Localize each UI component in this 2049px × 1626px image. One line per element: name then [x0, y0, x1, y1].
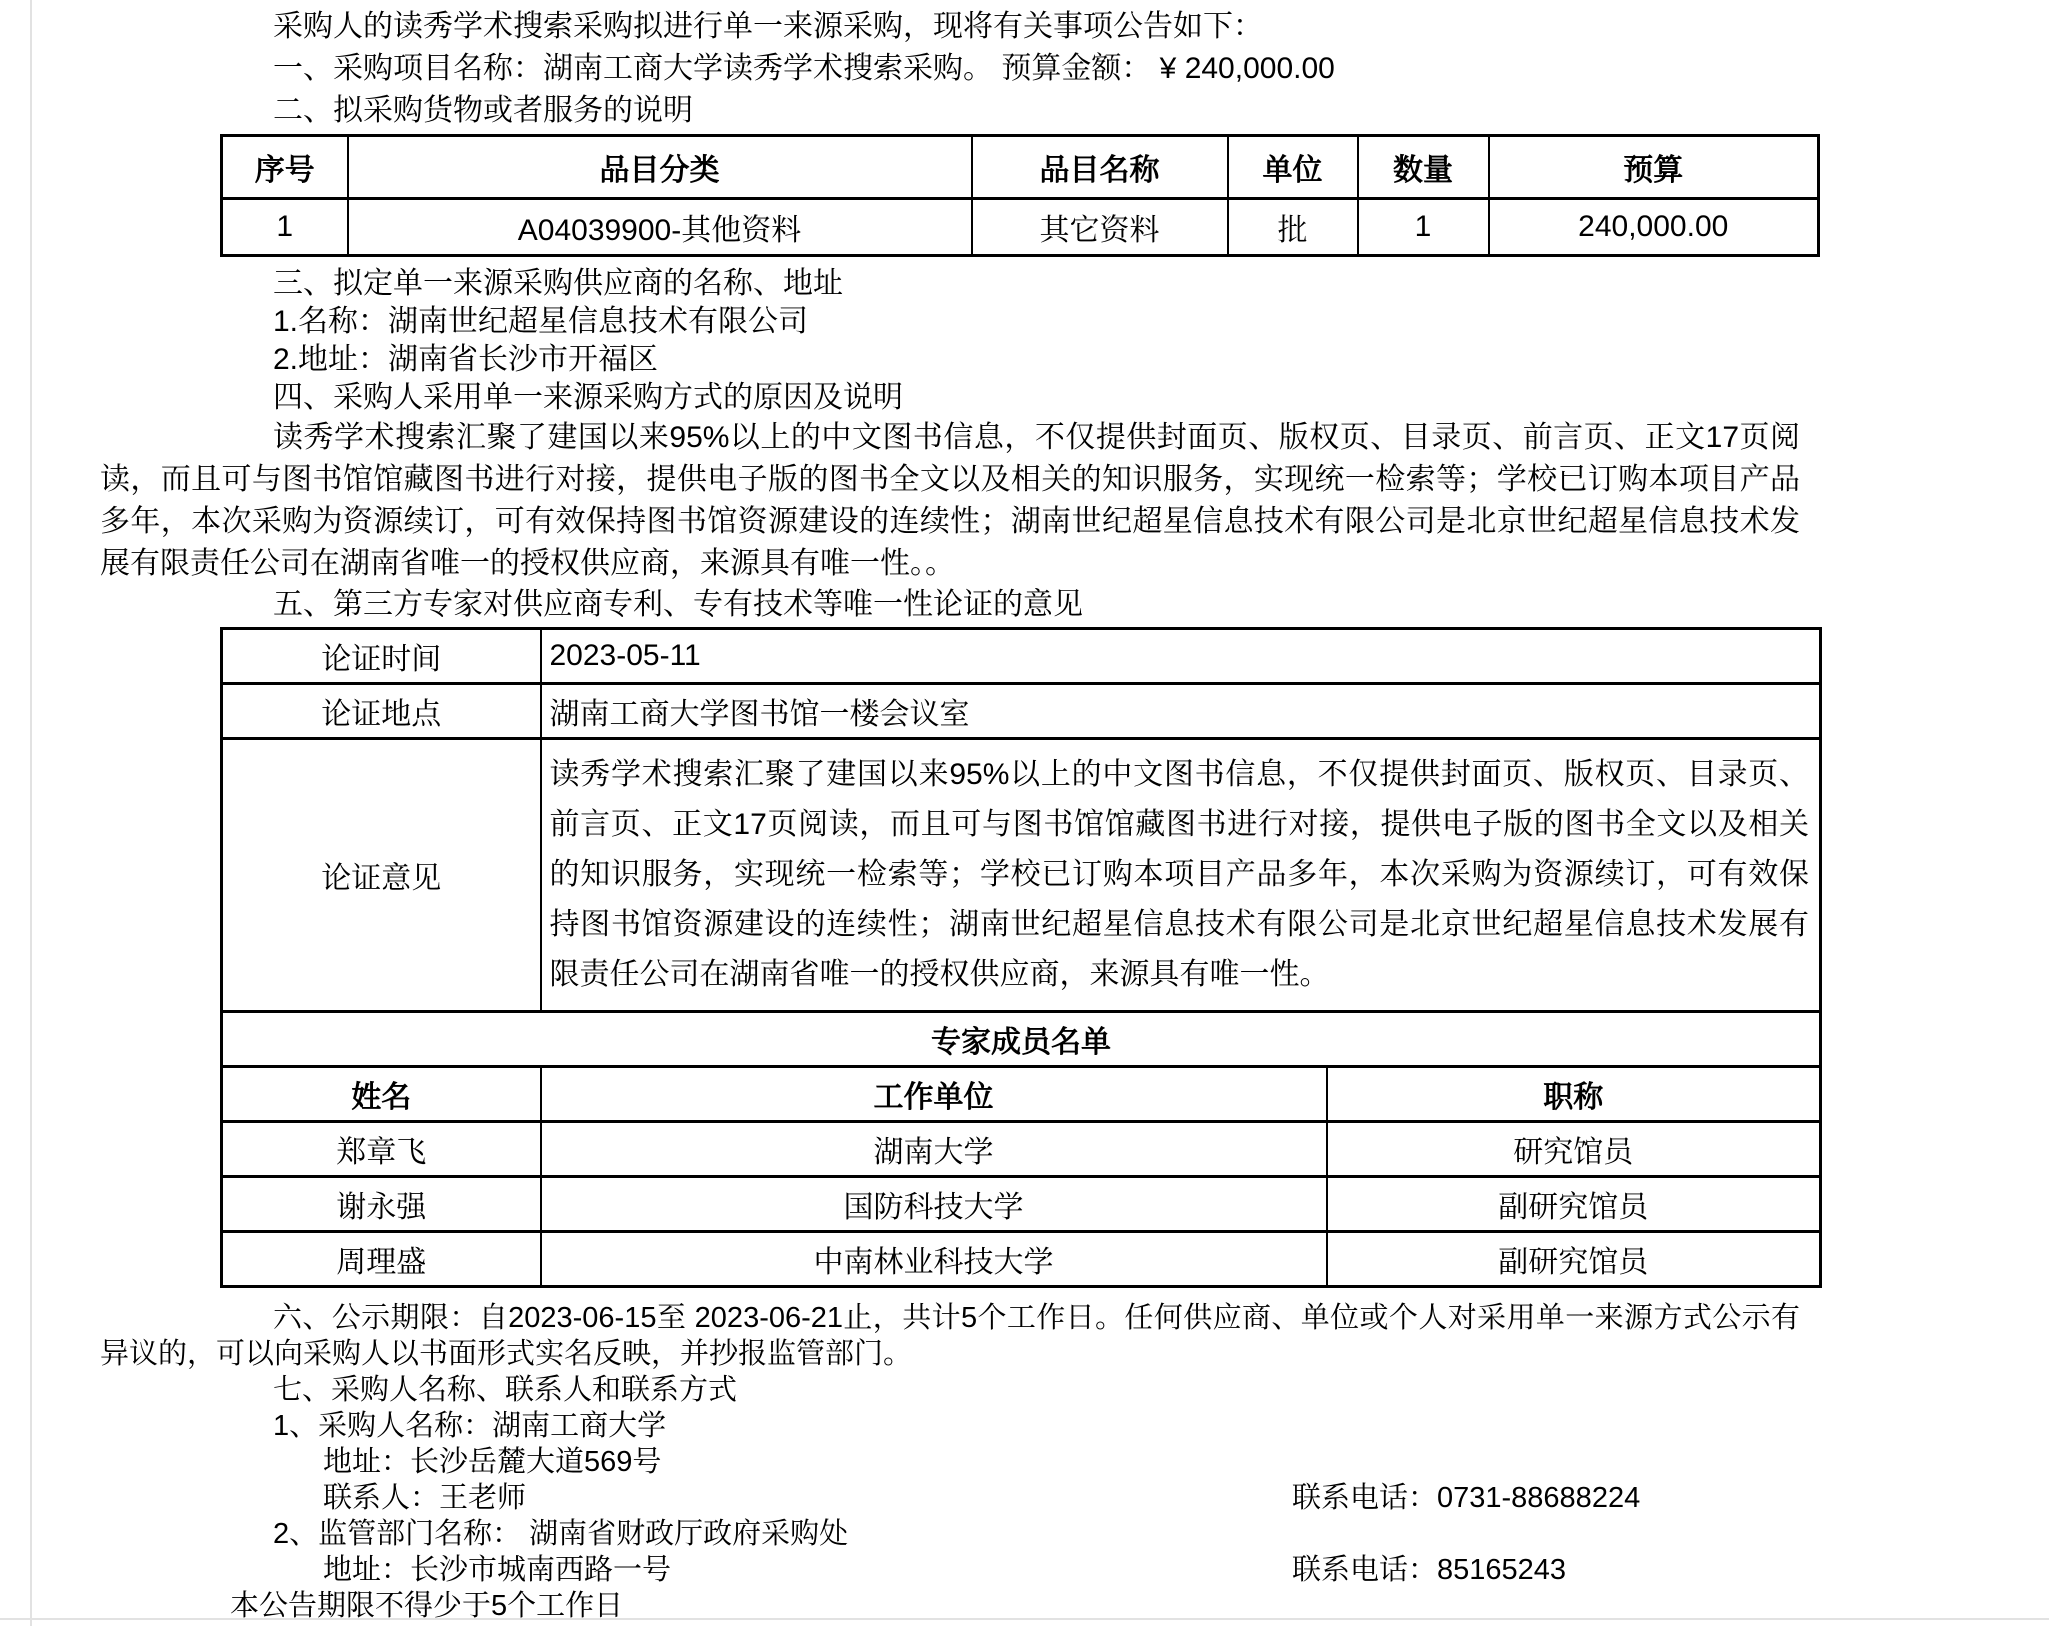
regulator-address: 地址：长沙市城南西路一号: [323, 1554, 672, 1586]
opinion-place-label: 论证地点: [222, 684, 541, 739]
page-edge-left: [30, 0, 32, 1626]
opinion-time-value: 2023-05-11: [541, 629, 1821, 684]
items-table-header-row: [222, 136, 1819, 199]
experts-title: 专家成员名单: [222, 1012, 1821, 1067]
cell-expert-org: 中南林业科技大学: [541, 1232, 1327, 1287]
header-cell-expert-name: 姓名: [222, 1067, 541, 1122]
cell-expert-name: 谢永强: [222, 1177, 541, 1232]
cell-expert-org: 湖南大学: [541, 1122, 1327, 1177]
regulator-phone: 联系电话：85165243: [1292, 1554, 1567, 1586]
section-6-body: 六、公示期限：自2023-06-15至 2023-06-21止，共计5个工作日。任何供应商、单位或个人对采用单一来源方式公示有异议的，可以向采购人以书面形式实名反映，并抄报监管部门。: [100, 1302, 1800, 1370]
cell-qty: 1: [1358, 199, 1489, 256]
header-cell-qty: 数量: [1358, 136, 1489, 199]
opinion-content-value: 读秀学术搜索汇聚了建国以来95%以上的中文图书信息，不仅提供封面页、版权页、目录页、前言页、正文17页阅读，而且可与图书馆馆藏图书进行对接，提供电子版的图书全文以及相关的知识服务，实现统一检索等；学校已订购本项目产品多年，本次采购为资源续订，可有效保持图书馆资源建设的连续性；湖南世纪超星信息技术有限公司是北京世纪超星信息技术发展有限责任公司在湖南省唯一的授权供应商，来源具有唯一性。: [541, 739, 1821, 1012]
cell-expert-name: 郑章飞: [222, 1122, 541, 1177]
cell-expert-name: 周理盛: [222, 1232, 541, 1287]
opinion-place-value: 湖南工商大学图书馆一楼会议室: [541, 684, 1821, 739]
header-cell-unit: 单位: [1228, 136, 1358, 199]
cell-budget: 240,000.00: [1489, 199, 1819, 256]
purchaser-phone: 联系电话：0731-88688224: [1292, 1482, 1641, 1514]
opinion-content-row: [222, 739, 1821, 1012]
section-4-title: 四、采购人采用单一来源采购方式的原因及说明: [273, 381, 903, 414]
section-3-title: 三、拟定单一来源采购供应商的名称、地址: [273, 267, 843, 300]
cell-unit: 批: [1228, 199, 1358, 256]
cell-expert-title: 副研究馆员: [1327, 1177, 1821, 1232]
header-cell-category: 品目分类: [348, 136, 972, 199]
cell-expert-title: 副研究馆员: [1327, 1232, 1821, 1287]
intro-paragraph: 采购人的读秀学术搜索采购拟进行单一来源采购，现将有关事项公告如下：: [273, 10, 1263, 43]
section-5-title: 五、第三方专家对供应商专利、专有技术等唯一性论证的意见: [273, 588, 1083, 621]
table-row: [222, 1177, 1821, 1232]
opinion-place-row: [222, 684, 1821, 739]
experts-title-row: [222, 1012, 1821, 1067]
header-cell-seq: 序号: [222, 136, 348, 199]
header-cell-name: 品目名称: [972, 136, 1228, 199]
opinion-time-label: 论证时间: [222, 629, 541, 684]
items-table: [220, 134, 1820, 257]
section-1-title: 一、采购项目名称：湖南工商大学读秀学术搜索采购。 预算金额： ¥ 240,000.00: [273, 52, 1335, 85]
header-cell-budget: 预算: [1489, 136, 1819, 199]
purchaser-contact-line: [323, 1480, 1820, 1516]
announcement-document: [100, 6, 1820, 1624]
table-row: [222, 199, 1819, 256]
purchaser-contact-person: 联系人：王老师: [323, 1482, 527, 1514]
table-row: [222, 1232, 1821, 1287]
section-2-title: 二、拟采购货物或者服务的说明: [273, 94, 693, 127]
cell-expert-org: 国防科技大学: [541, 1177, 1327, 1232]
cell-name: 其它资料: [972, 199, 1228, 256]
purchaser-address-line: 地址：长沙岳麓大道569号: [323, 1446, 662, 1478]
footer-note: 本公告期限不得少于5个工作日: [230, 1590, 624, 1622]
opinion-content-label: 论证意见: [222, 739, 541, 1012]
experts-header-row: [222, 1067, 1821, 1122]
table-row: [222, 1122, 1821, 1177]
header-cell-expert-org: 工作单位: [541, 1067, 1327, 1122]
header-cell-expert-title: 职称: [1327, 1067, 1821, 1122]
cell-category: A04039900-其他资料: [348, 199, 972, 256]
cell-seq: 1: [222, 199, 348, 256]
section-4-body: 读秀学术搜索汇聚了建国以来95%以上的中文图书信息，不仅提供封面页、版权页、目录页、前言页、正文17页阅读，而且可与图书馆馆藏图书进行对接，提供电子版的图书全文以及相关的知识服务，实现统一检索等；学校已订购本项目产品多年，本次采购为资源续订，可有效保持图书馆资源建设的连续性；湖南世纪超星信息技术有限公司是北京世纪超星信息技术发展有限责任公司在湖南省唯一的授权供应商，来源具有唯一性。。: [100, 421, 1800, 580]
supplier-address-line: 2.地址：湖南省长沙市开福区: [273, 343, 659, 376]
supplier-name-line: 1.名称：湖南世纪超星信息技术有限公司: [273, 305, 809, 338]
opinion-table: [220, 627, 1822, 1288]
cell-expert-title: 研究馆员: [1327, 1122, 1821, 1177]
section-7-title: 七、采购人名称、联系人和联系方式: [273, 1374, 738, 1406]
regulator-name-line: 2、监管部门名称： 湖南省财政厅政府采购处: [273, 1518, 849, 1550]
purchaser-name-line: 1、采购人名称：湖南工商大学: [273, 1410, 667, 1442]
opinion-time-row: [222, 629, 1821, 684]
regulator-contact-line: [323, 1552, 1820, 1588]
